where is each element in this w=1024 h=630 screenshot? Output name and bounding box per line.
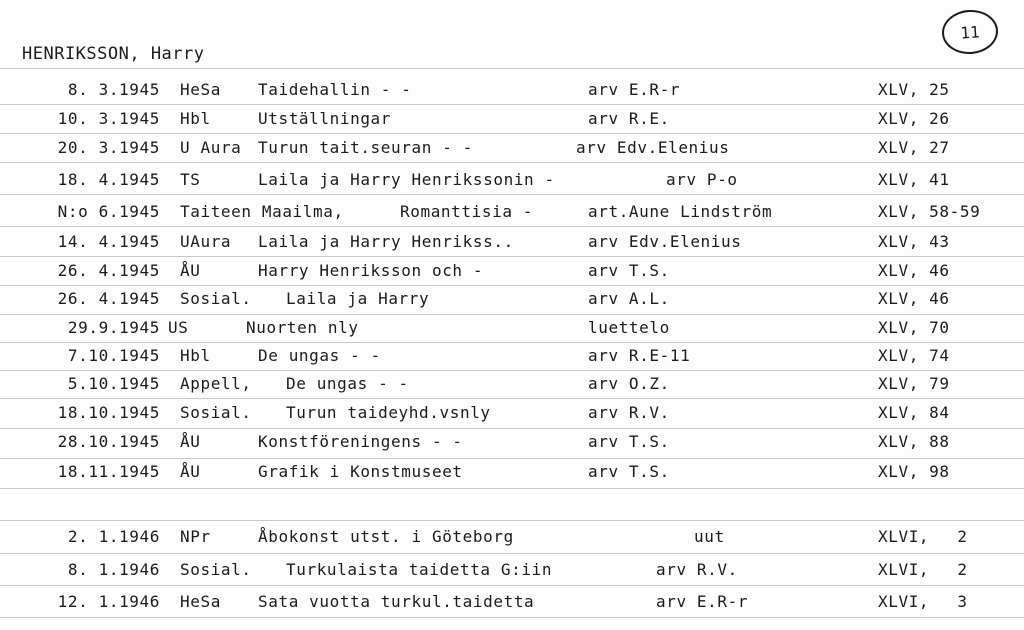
entry-row — [0, 287, 1024, 315]
entry-source: UAura — [180, 232, 232, 251]
entry-review: arv R.E. — [588, 109, 670, 128]
entry-reference: XLV, 25 — [878, 80, 950, 99]
entry-date: 5.10.1945 — [67, 374, 160, 393]
entry-source: U Aura — [180, 138, 242, 157]
entry-review: arv A.L. — [588, 289, 670, 308]
entry-date: 26. 4.1945 — [57, 289, 160, 308]
entry-date: N:o 6.1945 — [57, 202, 160, 221]
entry-review: arv T.S. — [588, 462, 670, 481]
entry-title: Taidehallin - - — [258, 80, 412, 99]
entry-source: Taiteen Maailma, — [180, 202, 344, 221]
entry-date: 10. 3.1945 — [57, 109, 160, 128]
entry-title: Grafik i Konstmuseet — [258, 462, 463, 481]
entry-review: uut — [694, 527, 725, 546]
entry-reference: XLV, 79 — [878, 374, 950, 393]
entry-reference: XLV, 70 — [878, 318, 950, 337]
entry-date: 29.9.1945 — [67, 318, 160, 337]
entry-source: ÅU — [180, 432, 201, 451]
entry-reference: XLV, 43 — [878, 232, 950, 251]
entry-reference: XLV, 46 — [878, 261, 950, 280]
entry-date: 2. 1.1946 — [67, 527, 160, 546]
entry-title: Romanttisia - — [400, 202, 534, 221]
person-name: HENRIKSSON, Harry — [22, 44, 205, 64]
entry-source: Sosial. — [180, 560, 252, 579]
entry-reference: XLVI, 2 — [878, 560, 968, 579]
entry-title: Åbokonst utst. i Göteborg — [258, 527, 514, 546]
entry-row — [0, 430, 1024, 458]
entry-review: arv R.V. — [656, 560, 738, 579]
entry-review: arv R.V. — [588, 403, 670, 422]
entry-date: 8. 3.1945 — [67, 80, 160, 99]
entry-review: arv E.R-r — [588, 80, 681, 99]
entry-review: arv O.Z. — [588, 374, 670, 393]
entry-source: ÅU — [180, 462, 201, 481]
entry-date: 20. 3.1945 — [57, 138, 160, 157]
entry-reference: XLV, 27 — [878, 138, 950, 157]
entry-review: arv E.R-r — [656, 592, 749, 611]
entry-reference: XLV, 84 — [878, 403, 950, 422]
entry-source: NPr — [180, 527, 211, 546]
entry-review: arv R.E-11 — [588, 346, 691, 365]
entry-title: De ungas - - — [286, 374, 409, 393]
entry-source: TS — [180, 170, 201, 189]
entry-title: Laila ja Harry — [286, 289, 430, 308]
entry-reference: XLV, 46 — [878, 289, 950, 308]
entry-title: Harry Henriksson och - — [258, 261, 484, 280]
entry-source: HeSa — [180, 592, 221, 611]
entry-review: arv Edv.Elenius — [588, 232, 742, 251]
entry-title: Turun taideyhd.vsnly — [286, 403, 491, 422]
entry-reference: XLV, 74 — [878, 346, 950, 365]
entry-row — [0, 78, 1024, 106]
entry-review: arv Edv.Elenius — [576, 138, 730, 157]
rule-line — [0, 553, 1024, 554]
entry-reference: XLV, 26 — [878, 109, 950, 128]
entry-title: Konstföreningens - - — [258, 432, 463, 451]
entry-date: 8. 1.1946 — [67, 560, 160, 579]
entry-review: arv P-o — [666, 170, 738, 189]
entry-row — [0, 372, 1024, 400]
entry-title: Turkulaista taidetta G:iin — [286, 560, 553, 579]
entry-reference: XLVI, 2 — [878, 527, 968, 546]
entry-reference: XLVI, 3 — [878, 592, 968, 611]
entry-review: arv T.S. — [588, 432, 670, 451]
entry-reference: XLV, 41 — [878, 170, 950, 189]
entry-source: Sosial. — [180, 289, 252, 308]
entry-review: art.Aune Lindström — [588, 202, 773, 221]
rule-line — [0, 520, 1024, 521]
entry-review: luettelo — [588, 318, 670, 337]
card-number: 11 — [959, 21, 981, 43]
entry-title: Laila ja Harry Henrikss.. — [258, 232, 514, 251]
entry-title: Nuorten nly — [246, 318, 359, 337]
card-number-circle — [941, 8, 1000, 56]
entry-row — [0, 136, 1024, 164]
entry-title: Utställningar — [258, 109, 392, 128]
entry-date: 18. 4.1945 — [57, 170, 160, 189]
entry-row — [0, 230, 1024, 258]
entry-source: Hbl — [180, 346, 211, 365]
entry-source: Hbl — [180, 109, 211, 128]
entry-row — [0, 460, 1024, 488]
entry-title: Turun tait.seuran - - — [258, 138, 473, 157]
entry-source: US — [168, 318, 189, 337]
entry-row — [0, 200, 1024, 228]
entry-reference: XLV, 58-59 — [878, 202, 981, 221]
entry-reference: XLV, 98 — [878, 462, 950, 481]
entry-title: De ungas - - — [258, 346, 381, 365]
entry-date: 18.11.1945 — [57, 462, 160, 481]
entry-row — [0, 316, 1024, 344]
entry-reference: XLV, 88 — [878, 432, 950, 451]
entry-date: 18.10.1945 — [57, 403, 160, 422]
entry-date: 12. 1.1946 — [57, 592, 160, 611]
entry-row — [0, 344, 1024, 372]
entry-source: Appell, — [180, 374, 252, 393]
entry-row — [0, 168, 1024, 196]
entry-row — [0, 525, 1024, 553]
entry-row — [0, 107, 1024, 135]
entry-title: Sata vuotta turkul.taidetta — [258, 592, 535, 611]
entry-row — [0, 558, 1024, 586]
entry-row — [0, 401, 1024, 429]
rule-line — [0, 68, 1024, 69]
entry-date: 7.10.1945 — [67, 346, 160, 365]
entry-row — [0, 259, 1024, 287]
entry-source: Sosial. — [180, 403, 252, 422]
entry-source: ÅU — [180, 261, 201, 280]
entry-title: Laila ja Harry Henrikssonin - — [258, 170, 555, 189]
entry-date: 14. 4.1945 — [57, 232, 160, 251]
rule-line — [0, 458, 1024, 459]
entry-row — [0, 590, 1024, 618]
entry-date: 28.10.1945 — [57, 432, 160, 451]
entry-date: 26. 4.1945 — [57, 261, 160, 280]
rule-line — [0, 488, 1024, 489]
entry-review: arv T.S. — [588, 261, 670, 280]
entry-source: HeSa — [180, 80, 221, 99]
